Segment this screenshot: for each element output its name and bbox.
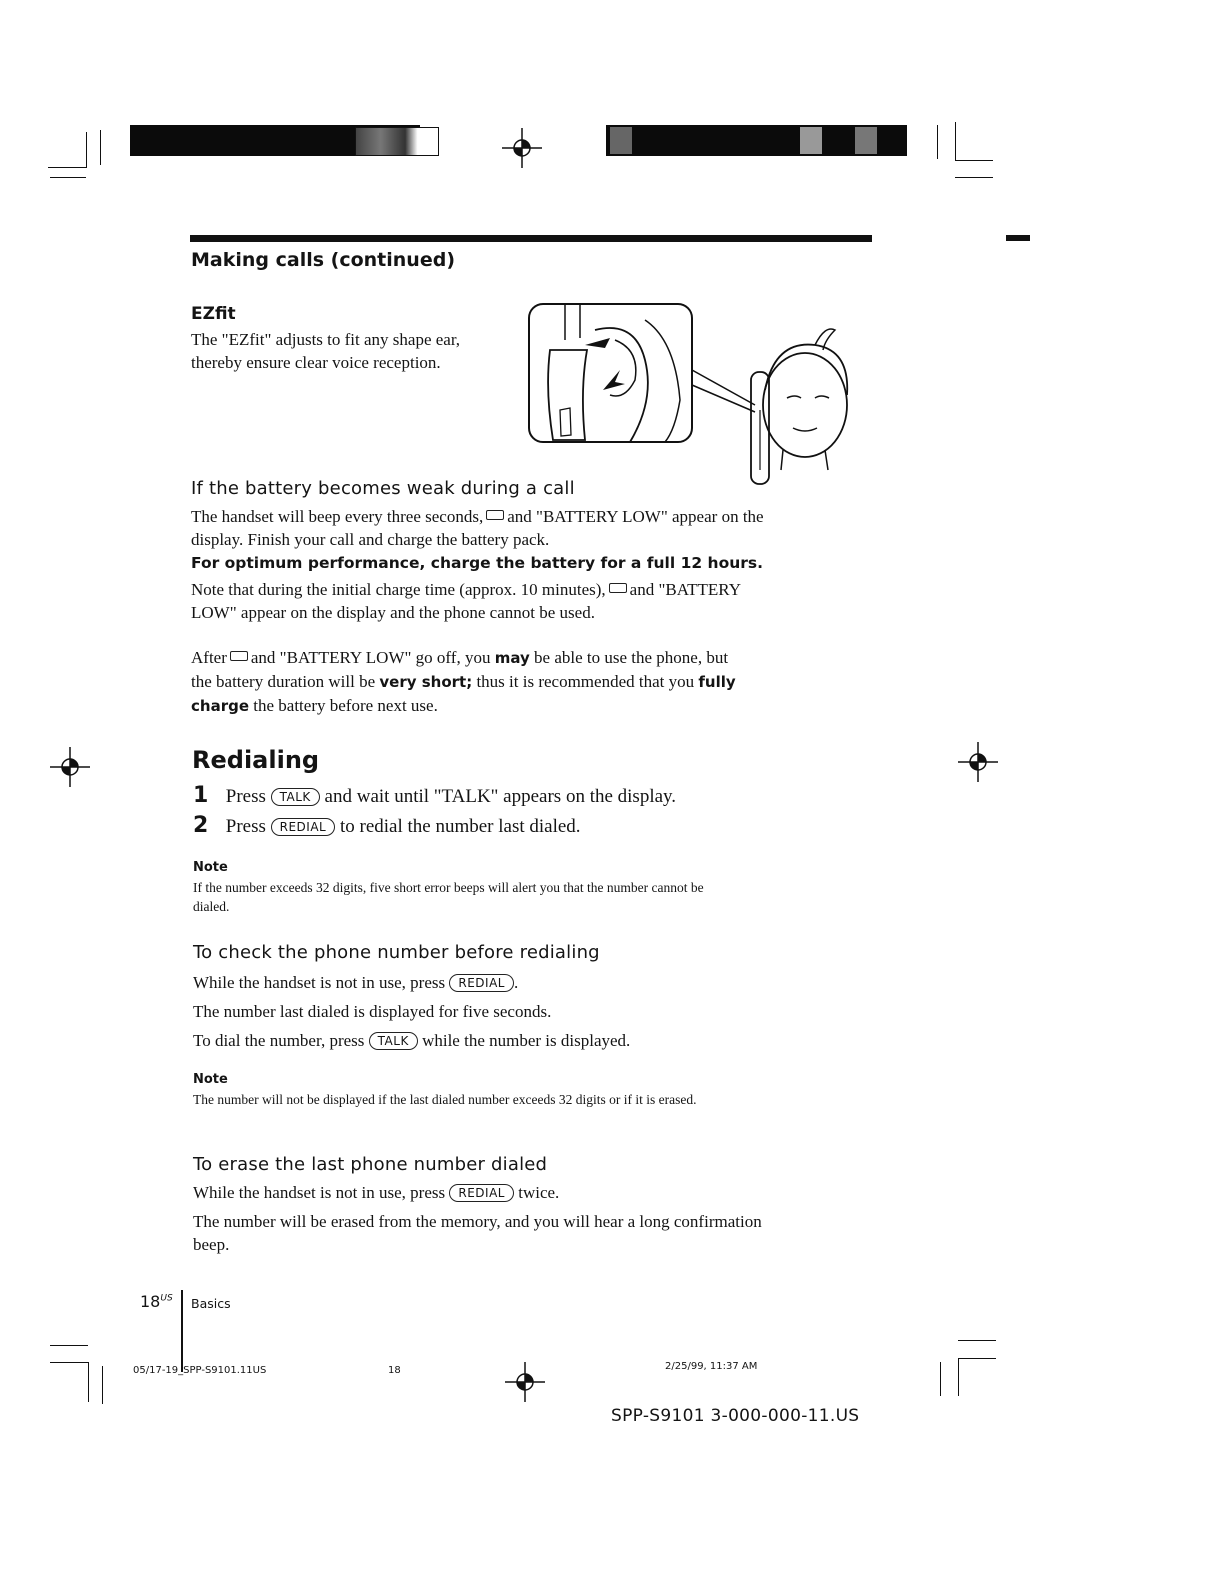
battery-p3-d: thus it is recommended that you (476, 672, 695, 691)
registration-bar-left-box (355, 127, 439, 156)
registration-crosshair-icon (958, 742, 998, 782)
battery-icon (486, 510, 504, 520)
battery-paragraph-3 (191, 646, 751, 718)
crop-mark (958, 1340, 996, 1341)
crop-mark (955, 122, 956, 160)
note-label: Note (193, 1072, 228, 1087)
step-number: 2 (193, 813, 209, 838)
redial-step-2 (193, 814, 581, 838)
crop-mark (88, 1362, 89, 1402)
battery-p3-may: may (494, 649, 530, 667)
ezfit-illustration (525, 300, 865, 490)
redial-button[interactable]: REDIAL (449, 1184, 514, 1202)
crop-mark (937, 125, 938, 159)
registration-bar-right-gray (610, 127, 632, 154)
talk-button[interactable]: TALK (271, 788, 320, 806)
battery-paragraph-1 (191, 505, 766, 551)
check-l3-pre: To dial the number, press (193, 1031, 365, 1050)
battery-p1-b: and "BATTERY LOW" appear on the display. Finish your call and charge the battery pack. (191, 507, 764, 549)
registration-crosshair-icon (502, 128, 542, 168)
footer-file-page: 18 (388, 1365, 401, 1376)
footer-model: SPP-S9101 3-000-000-11.US (611, 1406, 860, 1426)
note-text: The number will not be displayed if the last dialed number exceeds 32 digits or if it is erased. (193, 1092, 697, 1107)
crop-mark (50, 177, 86, 178)
crop-mark (958, 1358, 959, 1396)
footer-file-left: 05/17-19_SPP-S9101.11US (133, 1365, 267, 1376)
page-number-value: 18 (140, 1292, 161, 1311)
battery-p2-b: and "BATTERY LOW" appear on the display and the phone cannot be used. (191, 580, 741, 622)
footer-section: Basics (191, 1296, 231, 1311)
battery-heading: If the battery becomes weak during a call (191, 478, 575, 499)
erase-line-1 (193, 1181, 559, 1204)
step-text-pre: Press (225, 786, 266, 807)
section-rule (190, 235, 872, 242)
battery-p3-b: and "BATTERY LOW" go off, you (250, 648, 491, 667)
check-line-3 (193, 1029, 630, 1052)
registration-bar-right-gray (800, 127, 822, 154)
battery-p1-a: The handset will beep every three seconds, (191, 507, 484, 526)
battery-bold-note: For optimum performance, charge the battery for a full 12 hours. (191, 554, 764, 572)
registration-crosshair-icon (505, 1362, 545, 1402)
check-heading: To check the phone number before redialing (193, 942, 600, 963)
battery-p3-very-short: very short; (379, 673, 473, 691)
battery-p2-a: Note that during the initial charge time (approx. 10 minutes), (191, 580, 606, 599)
check-l1-pre: While the handset is not in use, press (193, 973, 446, 992)
check-line-2: The number last dialed is displayed for five seconds. (193, 1002, 552, 1021)
battery-paragraph-2 (191, 578, 756, 624)
crop-mark (955, 160, 993, 161)
page-title: Making calls (continued) (191, 249, 455, 271)
crop-mark (958, 1358, 996, 1359)
crop-mark (955, 177, 993, 178)
ezfit-text: The "EZfit" adjusts to fit any shape ear, thereby ensure clear voice reception. (191, 330, 461, 372)
redial-button[interactable]: REDIAL (449, 974, 514, 992)
step-text-pre: Press (225, 816, 266, 837)
crop-mark (50, 1345, 88, 1346)
crop-mark (48, 167, 86, 168)
crop-mark (50, 1362, 88, 1363)
crop-mark (86, 132, 87, 168)
battery-icon (609, 583, 627, 593)
side-tab-mark (1006, 235, 1030, 241)
note-label: Note (193, 860, 228, 875)
erase-line-2: The number will be erased from the memory, and you will hear a long confirmation beep. (193, 1212, 762, 1254)
crop-mark (102, 1366, 103, 1404)
redialing-heading: Redialing (192, 746, 320, 774)
erase-l1-pre: While the handset is not in use, press (193, 1183, 446, 1202)
battery-p3-fully: fully charge (191, 673, 736, 715)
check-l3-post: while the number is displayed. (422, 1031, 631, 1050)
step-number: 1 (193, 783, 209, 808)
footer-timestamp: 2/25/99, 11:37 AM (665, 1361, 758, 1372)
crop-mark (940, 1362, 941, 1396)
erase-heading: To erase the last phone number dialed (193, 1154, 548, 1175)
step-text-post: to redial the number last dialed. (339, 816, 581, 837)
page-number (140, 1292, 173, 1311)
registration-crosshair-icon (50, 747, 90, 787)
battery-p3-a: After (191, 648, 227, 667)
check-line-1 (193, 971, 518, 994)
registration-bar-right-gray (855, 127, 877, 154)
redial-step-1 (193, 784, 676, 808)
check-l1-post: . (513, 973, 519, 992)
footer-divider (181, 1290, 183, 1372)
note-text: If the number exceeds 32 digits, five short error beeps will alert you that the number cannot be dialed. (193, 880, 704, 914)
battery-p3-e: the battery before next use. (253, 696, 438, 715)
talk-button[interactable]: TALK (369, 1032, 418, 1050)
redial-button[interactable]: REDIAL (271, 818, 336, 836)
crop-mark (100, 130, 101, 165)
step-text-post: and wait until "TALK" appears on the display. (324, 786, 677, 807)
ezfit-heading: EZfit (191, 304, 236, 324)
erase-l1-post: twice. (518, 1183, 560, 1202)
battery-icon (230, 651, 248, 661)
page-number-sup: US (160, 1293, 173, 1304)
battery-p3-c: be able to use the phone, but the battery duration will be (191, 648, 729, 691)
